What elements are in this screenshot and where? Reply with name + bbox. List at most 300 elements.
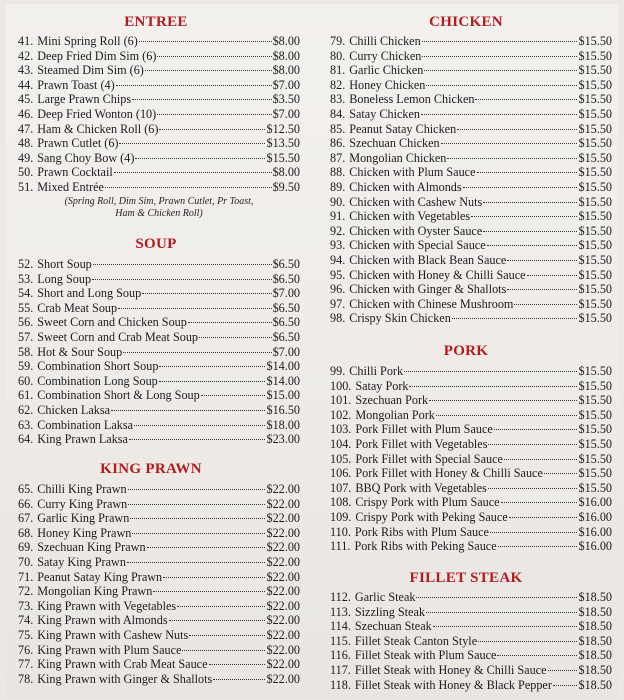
dot-leader — [209, 664, 266, 665]
menu-item — [330, 619, 612, 634]
menu-item — [330, 510, 612, 525]
menu-item — [18, 657, 300, 672]
menu-item-number: 98. — [330, 311, 346, 326]
menu-item — [18, 599, 300, 614]
menu-item-name: Szechuan Chicken — [349, 136, 440, 151]
menu-item — [330, 495, 612, 510]
menu-item — [330, 282, 612, 297]
menu-item-name: BBQ Pork with Vegetables — [355, 480, 487, 495]
menu-item — [330, 297, 612, 312]
menu-item-number: 105. — [330, 451, 352, 466]
dot-leader — [123, 352, 271, 353]
menu-item-number: 94. — [330, 252, 346, 267]
menu-item-price: $22.00 — [266, 482, 300, 496]
menu-item-number: 107. — [330, 480, 352, 495]
menu-item-number: 116. — [330, 648, 351, 663]
menu-item-name: Short and Long Soup — [37, 286, 142, 301]
dot-leader — [157, 56, 271, 57]
dot-leader — [134, 425, 265, 426]
menu-item — [18, 418, 300, 433]
menu-item-number: 53. — [18, 271, 34, 286]
menu-item-number: 83. — [330, 92, 346, 107]
menu-item — [18, 345, 300, 360]
dot-leader — [487, 245, 578, 246]
dot-leader — [189, 635, 265, 636]
menu-item — [330, 437, 612, 452]
menu-item — [330, 224, 612, 239]
menu-item-price: $15.50 — [266, 150, 300, 165]
menu-item-price: $15.50 — [578, 267, 612, 282]
menu-item — [18, 497, 300, 512]
dot-leader — [553, 685, 578, 686]
dot-leader — [92, 279, 272, 280]
menu-item-name: Honey King Prawn — [37, 525, 132, 540]
menu-item-number: 111. — [330, 539, 351, 554]
list-entree — [18, 34, 300, 195]
menu-item-name: Chicken with Special Sauce — [349, 238, 486, 253]
dot-leader — [548, 670, 578, 671]
menu-item-name: Prawn Toast (4) — [37, 77, 115, 92]
menu-item-name: King Prawn with Almonds — [37, 613, 168, 628]
menu-item-price: $15.50 — [578, 451, 612, 466]
menu-item-price: $15.50 — [578, 106, 612, 121]
menu-item-name: Chilli King Prawn — [37, 482, 127, 496]
dot-leader — [447, 158, 577, 159]
dot-leader — [494, 429, 578, 430]
menu-item — [18, 555, 300, 570]
menu-item-price: $6.50 — [272, 257, 300, 271]
dot-leader — [422, 41, 578, 42]
menu-item-price: $16.00 — [578, 495, 612, 510]
dot-leader — [426, 85, 577, 86]
menu-item-name: Pork Fillet with Special Sauce — [355, 451, 503, 466]
menu-item-name: Pork Ribs with Peking Sauce — [354, 539, 497, 554]
dot-leader — [477, 172, 578, 173]
menu-item-price: $14.00 — [266, 373, 300, 388]
menu-item-name: Sweet Corn and Chicken Soup — [37, 315, 187, 330]
menu-item-name: Curry King Prawn — [37, 496, 128, 511]
menu-item-price: $15.50 — [578, 92, 612, 107]
menu-item-name: Pork Fillet with Vegetables — [355, 436, 488, 451]
menu-item-price: $12.50 — [266, 121, 300, 136]
menu-item-number: 113. — [330, 604, 351, 619]
menu-item-name: Prawn Cutlet (6) — [37, 136, 119, 151]
menu-item-number: 99. — [330, 364, 346, 378]
menu-item — [18, 540, 300, 555]
dot-leader — [507, 260, 577, 261]
menu-item-price: $3.50 — [272, 92, 300, 107]
dot-leader — [501, 502, 578, 503]
menu-item-price: $8.00 — [272, 165, 300, 180]
menu-item — [18, 643, 300, 658]
menu-item-number: 79. — [330, 34, 346, 48]
dot-leader — [116, 85, 272, 86]
menu-item — [330, 165, 612, 180]
menu-item-number: 75. — [18, 627, 34, 642]
menu-item-number: 51. — [18, 179, 34, 194]
menu-item-price: $9.50 — [272, 179, 300, 194]
dot-leader — [159, 129, 265, 130]
menu-item-price: $18.50 — [578, 604, 612, 619]
menu-item-price: $15.50 — [578, 77, 612, 92]
menu-item — [18, 330, 300, 345]
menu-item-number: 69. — [18, 540, 34, 555]
menu-item-number: 71. — [18, 569, 34, 584]
menu-item-price: $15.50 — [578, 209, 612, 224]
menu-item-number: 47. — [18, 121, 34, 136]
menu-item — [18, 136, 300, 151]
menu-item-name: Chicken with Chinese Mushroom — [349, 296, 514, 311]
menu-item-name: Chicken with Almonds — [349, 179, 462, 194]
menu-item-number: 114. — [330, 619, 351, 634]
dot-leader — [118, 308, 271, 309]
dot-leader — [157, 114, 271, 115]
menu-item — [18, 180, 300, 195]
menu-item-number: 85. — [330, 121, 346, 136]
menu-item-price: $15.50 — [578, 407, 612, 422]
menu-item-number: 73. — [18, 598, 34, 613]
menu-item-number: 115. — [330, 633, 351, 648]
menu-item-price: $22.00 — [266, 511, 300, 526]
list-fillet-steak — [330, 590, 612, 692]
dot-leader — [135, 158, 265, 159]
menu-item-price: $15.50 — [578, 393, 612, 408]
menu-item-number: 112. — [330, 590, 351, 604]
menu-item-name: Hot & Sour Soup — [37, 344, 123, 359]
menu-item-price: $22.00 — [266, 642, 300, 657]
menu-item — [330, 422, 612, 437]
menu-item-price: $6.50 — [272, 300, 300, 315]
menu-item — [18, 78, 300, 93]
dot-leader — [213, 679, 265, 680]
menu-item-number: 80. — [330, 48, 346, 63]
menu-item-price: $15.50 — [578, 48, 612, 63]
menu-item-price: $22.00 — [266, 496, 300, 511]
menu-item-price: $7.00 — [272, 344, 300, 359]
menu-item-number: 93. — [330, 238, 346, 253]
dot-leader — [421, 114, 578, 115]
menu-item-price: $15.50 — [578, 165, 612, 180]
menu-item — [18, 628, 300, 643]
menu-item-name: King Prawn with Ginger & Shallots — [37, 671, 213, 686]
menu-item — [330, 209, 612, 224]
entree-note-line-1: (Spring Roll, Dim Sim, Prawn Cutlet, Pr Toast, — [64, 196, 254, 207]
menu-item-name: Sizzling Steak — [354, 604, 425, 619]
menu-item-number: 76. — [18, 642, 34, 657]
menu-item-number: 49. — [18, 150, 34, 165]
menu-item-number: 88. — [330, 165, 346, 180]
menu-item — [330, 590, 612, 605]
menu-item-price: $8.00 — [272, 63, 300, 78]
dot-leader — [129, 439, 266, 440]
dot-leader — [93, 264, 272, 265]
menu-item — [18, 257, 300, 272]
menu-item-name: Chicken with Vegetables — [349, 209, 471, 224]
menu-item — [18, 63, 300, 78]
menu-item-number: 61. — [18, 388, 34, 403]
menu-item — [18, 511, 300, 526]
menu-item-number: 67. — [18, 511, 34, 526]
menu-item-number: 104. — [330, 436, 352, 451]
menu-item-number: 52. — [18, 257, 34, 271]
menu-item-name: Pork Fillet with Plum Sauce — [355, 422, 493, 437]
menu-item-name: Fillet Steak Canton Style — [354, 633, 478, 648]
menu-item — [18, 151, 300, 166]
menu-item-name: King Prawn with Cashew Nuts — [37, 627, 189, 642]
menu-item — [330, 393, 612, 408]
dot-leader — [527, 275, 578, 276]
menu-item-price: $18.50 — [578, 590, 612, 604]
menu-item-name: Satay King Prawn — [37, 554, 126, 569]
menu-item — [18, 403, 300, 418]
menu-item-price: $15.00 — [266, 388, 300, 403]
entree-note-line-2: Ham & Chicken Roll) — [115, 208, 203, 219]
menu-item-number: 45. — [18, 92, 34, 107]
menu-item-price: $18.00 — [266, 417, 300, 432]
menu-item-name: Garlic Chicken — [349, 63, 424, 78]
menu-item — [18, 672, 300, 687]
dot-leader — [490, 532, 578, 533]
menu-item — [18, 272, 300, 287]
menu-item-name: Satay Pork — [355, 378, 409, 393]
menu-item-price: $15.50 — [578, 436, 612, 451]
dot-leader — [488, 488, 578, 489]
menu-item-name: Peanut Satay Chicken — [349, 121, 457, 136]
menu-item — [330, 107, 612, 122]
menu-item-name: King Prawn with Crab Meat Sauce — [37, 657, 208, 672]
menu-item-price: $22.00 — [266, 569, 300, 584]
dot-leader — [429, 400, 577, 401]
menu-item — [330, 311, 612, 326]
menu-item — [18, 315, 300, 330]
menu-item-price: $22.00 — [266, 584, 300, 599]
menu-item-price: $15.50 — [578, 121, 612, 136]
menu-item-price: $22.00 — [266, 627, 300, 642]
menu-item-name: Sweet Corn and Crab Meat Soup — [37, 329, 199, 344]
menu-item-price: $7.00 — [272, 106, 300, 121]
menu-item — [18, 526, 300, 541]
menu-item-name: Pork Ribs with Plum Sauce — [354, 524, 489, 539]
menu-item-price: $15.50 — [578, 480, 612, 495]
section-title-entree: ENTREE — [124, 14, 188, 30]
dot-leader — [509, 517, 578, 518]
menu-item-number: 101. — [330, 393, 352, 408]
menu-item-number: 117. — [330, 662, 351, 677]
menu-item-name: Large Prawn Chips — [37, 92, 132, 107]
menu-item-name: Szechuan Pork — [355, 393, 429, 408]
menu-item-number: 92. — [330, 223, 346, 238]
menu-item-number: 44. — [18, 77, 34, 92]
menu-item-price: $15.50 — [578, 34, 612, 48]
menu-item-price: $15.50 — [578, 194, 612, 209]
menu-item-name: Chicken with Honey & Chilli Sauce — [349, 267, 526, 282]
menu-item — [18, 584, 300, 599]
menu-item — [330, 539, 612, 554]
menu-item-name: Combination Long Soup — [37, 373, 158, 388]
dot-leader — [199, 337, 272, 338]
dot-leader — [514, 304, 577, 305]
dot-leader — [159, 366, 265, 367]
menu-item-number: 66. — [18, 496, 34, 511]
dot-leader — [159, 381, 266, 382]
menu-item — [18, 388, 300, 403]
menu-item-number: 63. — [18, 417, 34, 432]
menu-item-number: 102. — [330, 407, 352, 422]
menu-item-price: $15.50 — [578, 311, 612, 326]
menu-item — [18, 432, 300, 447]
dot-leader — [114, 172, 272, 173]
menu-item-number: 43. — [18, 63, 34, 78]
menu-item-name: Boneless Lemon Chicken — [349, 92, 475, 107]
menu-item-name: Curry Chicken — [349, 48, 422, 63]
menu-item-number: 100. — [330, 378, 352, 393]
menu-item-price: $15.50 — [578, 63, 612, 78]
menu-item — [18, 301, 300, 316]
menu-item — [330, 678, 612, 693]
dot-leader — [504, 459, 578, 460]
section-title-chicken: CHICKEN — [429, 14, 503, 30]
dot-leader — [433, 626, 578, 627]
dot-leader — [498, 546, 578, 547]
menu-item-price: $22.00 — [266, 540, 300, 555]
dot-leader — [424, 70, 577, 71]
menu-item-price: $15.50 — [578, 223, 612, 238]
menu-item-number: 118. — [330, 677, 351, 692]
menu-item-number: 78. — [18, 671, 34, 686]
menu-item-name: Prawn Cocktail — [37, 165, 113, 180]
menu-item-price: $8.00 — [272, 48, 300, 63]
menu-item — [330, 481, 612, 496]
menu-item-price: $7.00 — [272, 77, 300, 92]
menu-item-number: 50. — [18, 165, 34, 180]
menu-item — [330, 253, 612, 268]
menu-item-number: 46. — [18, 106, 34, 121]
list-pork — [330, 364, 612, 554]
menu-item — [330, 605, 612, 620]
menu-item-price: $15.50 — [578, 282, 612, 297]
menu-item-number: 84. — [330, 106, 346, 121]
menu-item — [330, 379, 612, 394]
menu-item-number: 65. — [18, 482, 34, 496]
menu-item-name: Szechuan Steak — [354, 619, 432, 634]
menu-item — [330, 466, 612, 481]
menu-item — [330, 663, 612, 678]
dot-leader — [169, 620, 266, 621]
menu-item-price: $16.00 — [578, 509, 612, 524]
menu-item — [18, 107, 300, 122]
menu-item-number: 96. — [330, 282, 346, 297]
section-title-pork: PORK — [443, 343, 489, 359]
menu-item-price: $6.50 — [272, 315, 300, 330]
section-title-fillet-steak: FILLET STEAK — [409, 570, 523, 586]
menu-item-name: Peanut Satay King Prawn — [37, 569, 163, 584]
dot-leader — [105, 187, 272, 188]
menu-item-name: Crispy Pork with Peking Sauce — [355, 509, 508, 524]
menu-item-name: Chicken with Plum Sauce — [349, 165, 476, 180]
menu-item — [330, 364, 612, 379]
menu-item-price: $22.00 — [266, 657, 300, 672]
menu-item-price: $16.00 — [578, 539, 612, 554]
dot-leader — [132, 533, 265, 534]
menu-item-name: Fillet Steak with Honey & Black Pepper — [354, 677, 552, 692]
menu-item-name: Crispy Skin Chicken — [349, 311, 451, 326]
menu-item-number: 59. — [18, 359, 34, 374]
menu-item-price: $15.50 — [578, 136, 612, 151]
menu-item-name: Mixed Entrée — [37, 179, 104, 194]
dot-leader — [436, 415, 578, 416]
dot-leader — [404, 371, 577, 372]
dot-leader — [145, 70, 272, 71]
menu-item-number: 91. — [330, 209, 346, 224]
menu-item-number: 55. — [18, 300, 34, 315]
dot-leader — [416, 597, 577, 598]
menu-item-name: Mongolian King Prawn — [37, 584, 153, 599]
menu-item-name: Fillet Steak with Plum Sauce — [354, 648, 497, 663]
menu-item-price: $22.00 — [266, 671, 300, 686]
menu-item-name: Fillet Steak with Honey & Chilli Sauce — [354, 662, 547, 677]
dot-leader — [111, 410, 265, 411]
menu-item-number: 110. — [330, 524, 351, 539]
menu-page — [6, 4, 618, 698]
menu-item-number: 64. — [18, 432, 34, 447]
menu-item-price: $15.50 — [578, 466, 612, 481]
menu-item-number: 90. — [330, 194, 346, 209]
menu-item-name: King Prawn with Vegetables — [37, 598, 177, 613]
menu-item-number: 86. — [330, 136, 346, 151]
menu-item-name: Deep Fried Wonton (10) — [37, 106, 157, 121]
menu-item — [330, 136, 612, 151]
menu-item-number: 108. — [330, 495, 352, 510]
menu-item-number: 89. — [330, 179, 346, 194]
dot-leader — [147, 547, 266, 548]
dot-leader — [497, 655, 577, 656]
menu-item-price: $18.50 — [578, 648, 612, 663]
menu-item-name: Garlic King Prawn — [37, 511, 130, 526]
dot-leader — [478, 641, 577, 642]
menu-item — [330, 92, 612, 107]
menu-item — [330, 34, 612, 49]
dot-leader — [426, 612, 578, 613]
dot-leader — [441, 143, 578, 144]
menu-item-price: $16.00 — [578, 524, 612, 539]
menu-item-price: $22.00 — [266, 598, 300, 613]
menu-item — [330, 268, 612, 283]
menu-item-number: 41. — [18, 34, 34, 48]
menu-item — [330, 180, 612, 195]
menu-item-name: Combination Short Soup — [37, 359, 159, 374]
menu-item-number: 74. — [18, 613, 34, 628]
menu-item-name: Chicken Laksa — [37, 402, 110, 417]
menu-item-price: $22.00 — [266, 525, 300, 540]
menu-item-name: Steamed Dim Sim (6) — [37, 63, 144, 78]
dot-leader — [475, 99, 577, 100]
menu-item-name: Deep Fried Dim Sim (6) — [37, 48, 157, 63]
menu-item-price: $15.50 — [578, 252, 612, 267]
menu-item — [330, 49, 612, 64]
menu-item-price: $15.50 — [578, 378, 612, 393]
dot-leader — [182, 650, 265, 651]
menu-item-name: Pork Fillet with Honey & Chilli Sauce — [355, 466, 543, 481]
menu-item-number: 97. — [330, 296, 346, 311]
list-king-prawn — [18, 482, 300, 686]
entree-note — [18, 196, 300, 220]
menu-item — [18, 374, 300, 389]
menu-item — [330, 195, 612, 210]
menu-item-price: $23.00 — [266, 432, 300, 447]
dot-leader — [483, 231, 577, 232]
dot-leader — [483, 202, 577, 203]
dot-leader — [130, 518, 265, 519]
